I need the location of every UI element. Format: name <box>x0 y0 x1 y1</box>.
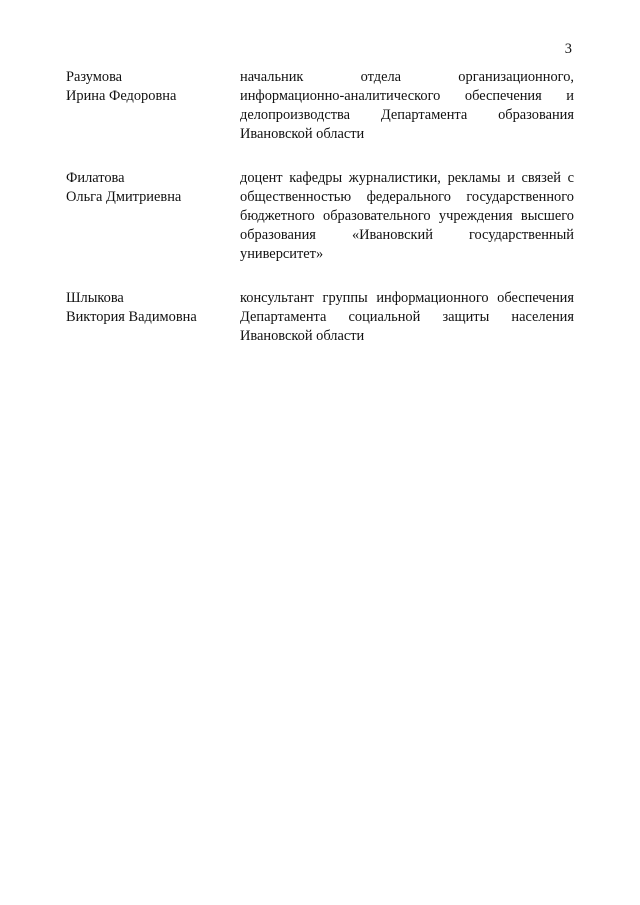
person-name <box>66 68 240 144</box>
given-names: Виктория Вадимовна <box>66 309 197 325</box>
page-number: 3 <box>564 41 572 57</box>
position-text: доцент кафедры журналистики, рекламы и связей с общественностью федерального государственного бюджетного образовательного учреждения высшего образования «Ивановский государственный университет» <box>240 170 574 262</box>
position-text: консультант группы информационного обеспечения Департамента социальной защиты населения Ивановской области <box>240 290 574 344</box>
person-name <box>66 289 240 346</box>
surname: Разумова <box>66 69 123 85</box>
person-name <box>66 169 240 264</box>
surname: Филатова <box>66 170 125 186</box>
position-text: начальник отдела организационного, информационно-аналитического обеспечения и делопроизводства Департамента образования Ивановской области <box>240 69 574 142</box>
member-list <box>66 68 574 371</box>
given-names: Ирина Федоровна <box>66 88 177 104</box>
list-item <box>66 169 574 264</box>
surname: Шлыкова <box>66 290 124 306</box>
list-item <box>66 289 574 346</box>
given-names: Ольга Дмитриевна <box>66 189 182 205</box>
list-item <box>66 68 574 144</box>
